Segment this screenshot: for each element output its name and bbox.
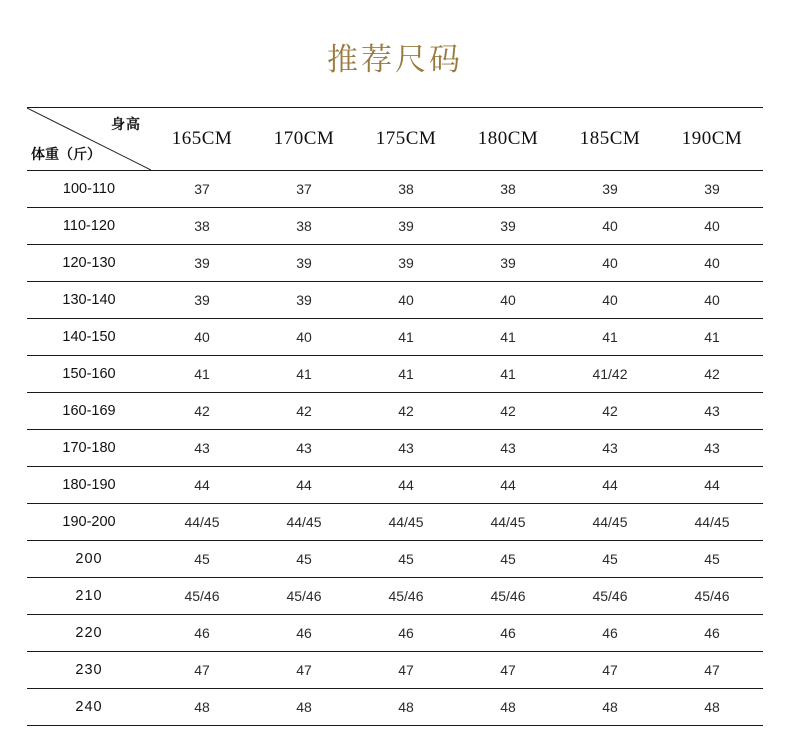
- size-cell: 46: [559, 615, 661, 652]
- table-row: [27, 689, 763, 726]
- size-cell: 38: [457, 171, 559, 208]
- table-row: [27, 319, 763, 356]
- size-table-container: [0, 107, 790, 726]
- column-header-185cm: 185CM: [559, 108, 661, 171]
- size-cell: 43: [457, 430, 559, 467]
- size-cell: 45: [559, 541, 661, 578]
- size-cell: 40: [355, 282, 457, 319]
- row-label: 100-110: [27, 171, 151, 208]
- size-cell: 48: [661, 689, 763, 726]
- size-cell: 44/45: [559, 504, 661, 541]
- size-cell: 44/45: [355, 504, 457, 541]
- size-cell: 39: [559, 171, 661, 208]
- row-label: 230: [27, 652, 151, 689]
- size-cell: 43: [661, 430, 763, 467]
- table-row: [27, 541, 763, 578]
- table-row: [27, 652, 763, 689]
- size-cell: 47: [457, 652, 559, 689]
- table-row: [27, 356, 763, 393]
- column-header-175cm: 175CM: [355, 108, 457, 171]
- size-cell: 46: [457, 615, 559, 652]
- size-cell: 40: [457, 282, 559, 319]
- recommended-size-table: [27, 107, 763, 726]
- column-header-190cm: 190CM: [661, 108, 763, 171]
- size-cell: 48: [253, 689, 355, 726]
- size-cell: 44: [661, 467, 763, 504]
- size-cell: 41: [151, 356, 253, 393]
- size-cell: 43: [151, 430, 253, 467]
- size-cell: 45: [661, 541, 763, 578]
- size-cell: 44/45: [253, 504, 355, 541]
- size-cell: 43: [253, 430, 355, 467]
- size-cell: 42: [253, 393, 355, 430]
- size-cell: 40: [253, 319, 355, 356]
- page-title: 推荐尺码: [327, 42, 463, 77]
- column-header-180cm: 180CM: [457, 108, 559, 171]
- size-cell: 45/46: [457, 578, 559, 615]
- size-cell: 39: [355, 208, 457, 245]
- size-cell: 41: [559, 319, 661, 356]
- size-cell: 40: [661, 245, 763, 282]
- size-cell: 41: [457, 319, 559, 356]
- table-row: [27, 504, 763, 541]
- size-cell: 47: [253, 652, 355, 689]
- size-cell: 42: [355, 393, 457, 430]
- size-cell: 48: [151, 689, 253, 726]
- size-cell: 45/46: [355, 578, 457, 615]
- row-label: 210: [27, 578, 151, 615]
- size-cell: 44/45: [457, 504, 559, 541]
- size-cell: 47: [151, 652, 253, 689]
- size-cell: 38: [151, 208, 253, 245]
- size-cell: 40: [559, 208, 661, 245]
- size-cell: 39: [151, 282, 253, 319]
- size-cell: 48: [559, 689, 661, 726]
- column-header-165cm: 165CM: [151, 108, 253, 171]
- table-row: [27, 245, 763, 282]
- size-cell: 44: [559, 467, 661, 504]
- size-cell: 44: [355, 467, 457, 504]
- size-cell: 40: [559, 245, 661, 282]
- size-cell: 42: [457, 393, 559, 430]
- row-label: 200: [27, 541, 151, 578]
- size-cell: 39: [661, 171, 763, 208]
- size-cell: 45: [457, 541, 559, 578]
- size-cell: 45: [253, 541, 355, 578]
- size-cell: 38: [355, 171, 457, 208]
- row-label: 130-140: [27, 282, 151, 319]
- size-cell: 44: [457, 467, 559, 504]
- size-cell: 48: [355, 689, 457, 726]
- size-cell: 47: [355, 652, 457, 689]
- size-cell: 45/46: [253, 578, 355, 615]
- table-row: [27, 171, 763, 208]
- size-cell: 40: [661, 282, 763, 319]
- row-label: 180-190: [27, 467, 151, 504]
- size-cell: 38: [253, 208, 355, 245]
- table-header: [27, 108, 763, 171]
- size-cell: 39: [355, 245, 457, 282]
- row-label: 140-150: [27, 319, 151, 356]
- column-header-170cm: 170CM: [253, 108, 355, 171]
- size-cell: 40: [661, 208, 763, 245]
- table-row: [27, 467, 763, 504]
- size-cell: 45/46: [151, 578, 253, 615]
- size-cell: 40: [151, 319, 253, 356]
- table-body: [27, 171, 763, 726]
- size-cell: 45: [151, 541, 253, 578]
- size-cell: 44/45: [151, 504, 253, 541]
- size-cell: 37: [151, 171, 253, 208]
- size-cell: 41: [355, 356, 457, 393]
- size-cell: 39: [457, 245, 559, 282]
- size-cell: 42: [151, 393, 253, 430]
- size-cell: 44/45: [661, 504, 763, 541]
- size-cell: 40: [559, 282, 661, 319]
- weight-axis-label: 体重（斤）: [31, 146, 101, 162]
- size-cell: 41: [661, 319, 763, 356]
- size-cell: 45/46: [559, 578, 661, 615]
- size-cell: 47: [559, 652, 661, 689]
- size-cell: 44: [253, 467, 355, 504]
- size-cell: 46: [355, 615, 457, 652]
- table-row: [27, 615, 763, 652]
- size-cell: 42: [661, 356, 763, 393]
- row-label: 120-130: [27, 245, 151, 282]
- size-cell: 41: [457, 356, 559, 393]
- size-cell: 43: [559, 430, 661, 467]
- size-cell: 37: [253, 171, 355, 208]
- table-row: [27, 208, 763, 245]
- table-row: [27, 578, 763, 615]
- size-cell: 41: [355, 319, 457, 356]
- row-label: 170-180: [27, 430, 151, 467]
- table-row: [27, 393, 763, 430]
- size-cell: 42: [559, 393, 661, 430]
- size-cell: 46: [151, 615, 253, 652]
- size-cell: 48: [457, 689, 559, 726]
- row-label: 160-169: [27, 393, 151, 430]
- row-label: 190-200: [27, 504, 151, 541]
- size-cell: 39: [253, 245, 355, 282]
- size-cell: 45/46: [661, 578, 763, 615]
- row-label: 110-120: [27, 208, 151, 245]
- size-cell: 44: [151, 467, 253, 504]
- size-cell: 39: [253, 282, 355, 319]
- table-header-row: [27, 108, 763, 171]
- corner-header-cell: [27, 108, 151, 171]
- size-cell: 46: [253, 615, 355, 652]
- row-label: 240: [27, 689, 151, 726]
- size-cell: 46: [661, 615, 763, 652]
- size-cell: 43: [355, 430, 457, 467]
- size-cell: 41/42: [559, 356, 661, 393]
- size-cell: 39: [151, 245, 253, 282]
- row-label: 150-160: [27, 356, 151, 393]
- table-row: [27, 430, 763, 467]
- size-cell: 45: [355, 541, 457, 578]
- size-cell: 39: [457, 208, 559, 245]
- size-cell: 41: [253, 356, 355, 393]
- size-cell: 43: [661, 393, 763, 430]
- size-cell: 47: [661, 652, 763, 689]
- table-row: [27, 282, 763, 319]
- height-axis-label: 身高: [111, 116, 141, 132]
- row-label: 220: [27, 615, 151, 652]
